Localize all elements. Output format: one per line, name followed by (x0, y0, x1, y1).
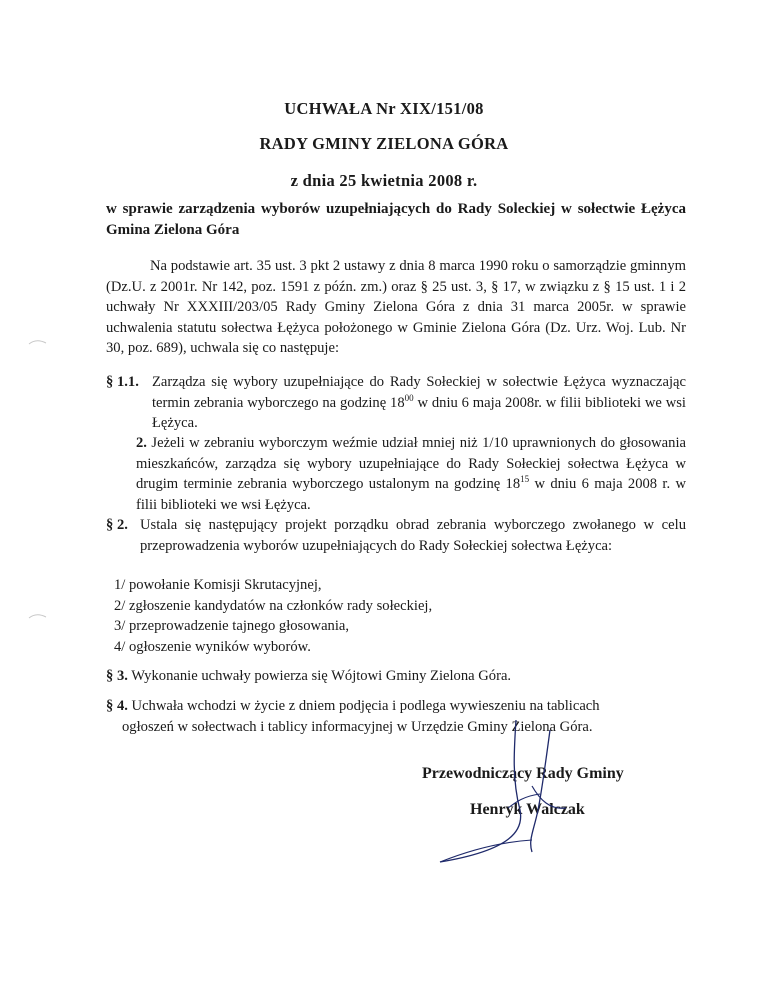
agenda-list (114, 575, 432, 657)
agenda-item: 3/ przeprowadzenie tajnego głosowania, (114, 618, 350, 634)
signature-name: Henryk Walczak (470, 801, 585, 818)
handwritten-signature-icon (420, 690, 620, 870)
agenda-item: 1/ powołanie Komisji Skrutacyjnej, (114, 577, 322, 593)
agenda-item: 4/ ogłoszenie wyników wyborów. (114, 638, 311, 655)
resolution-number: UCHWAŁA Nr XIX/151/08 (284, 99, 484, 118)
council-name: RADY GMINY ZIELONA GÓRA (259, 134, 509, 153)
section-2-text: Ustala się następujący projekt porządku obrad zebrania wyborczego zwołanego w celu przeprowadzenia wyborów uzupełniających do Rady Sołeckiej sołectwa Łężyca: (140, 517, 686, 554)
resolution-subject: w sprawie zarządzenia wyborów uzupełniających do Rady Soleckiej w sołectwie Łężyca Gmina Zielona Góra (106, 201, 686, 238)
section-1-item-2: 2. Jeżeli w zebraniu wyborczym weźmie udział mniej niż 1/10 uprawnionych do głosowania mieszkańców, zarządza się wybory uzupełniające do Rady Sołeckiej sołectwa Łężyca w drugim terminie zebrania wyborczego ustalonym na godzinę $18^{15}$ w dniu 6 maja 2008 r. w filii biblioteki we wsi Łężyca. (136, 435, 686, 513)
resolution-date: z dnia 25 kwietnia 2008 r. (290, 171, 478, 190)
section-1-item-2-mark: 2. (136, 435, 147, 451)
section-1 (106, 372, 686, 434)
scan-mark-icon (28, 612, 48, 620)
preamble: Na podstawie art. 35 ust. 3 pkt 2 ustawy z dnia 8 marca 1990 roku o samorządzie gminnym (Dz.U. z 2001r. Nr 142, poz. 1591 z późn. zm.) oraz § 25 ust. 3, § 17, w związku z § 15 ust. 1 i 2 uchwały Nr XXXIII/203/05 Rady Gminy Zielona Góra z dnia 31 marca 2005r. w sprawie uchwalenia statutu sołectwa Łężyca położonego w Gminie Zielona Góra (Dz. Urz. Woj. Lub. Nr 30, poz. 689), uchwala się co następuje: (106, 258, 686, 356)
section-4-text-line-1: Uchwała wchodzi w życie z dniem podjęcia i podlega wywieszeniu na tablicach (127, 698, 600, 714)
section-3-text: Wykonanie uchwały powierza się Wójtowi Gminy Zielona Góra. (127, 668, 512, 684)
section-3 (106, 666, 686, 687)
section-4-text-line-2: ogłoszeń w sołectwach i tablicy informacyjnej w Urzędzie Gminy Zielona Góra. (122, 718, 593, 735)
signature-title: Przewodniczący Rady Gminy (422, 765, 624, 782)
section-4-mark: § 4. (106, 698, 128, 714)
section-2-mark: § 2. (106, 517, 128, 533)
section-2 (106, 515, 686, 556)
section-1-item-1: Zarządza się wybory uzupełniające do Rady Sołeckiej w sołectwie Łężyca wyznaczając termin zebrania wyborczego na godzinę $18^{00}$ w dniu 6 maja 2008r. w filii biblioteki we wsi Łężyca. (152, 374, 686, 431)
section-3-mark: § 3. (106, 668, 128, 684)
agenda-item: 2/ zgłoszenie kandydatów na członków rady sołeckiej, (114, 597, 433, 614)
scan-mark-icon (28, 338, 48, 346)
section-1-mark: § 1.1. (106, 374, 139, 390)
